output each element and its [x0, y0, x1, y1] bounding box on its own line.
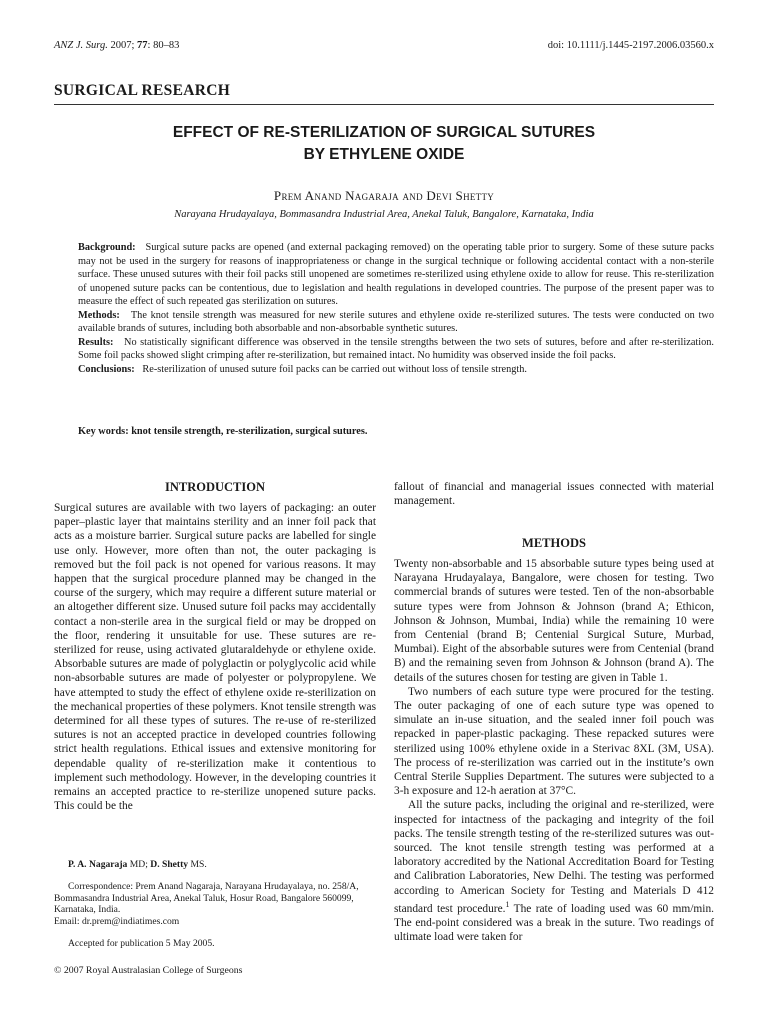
introduction-paragraph: Surgical sutures are available with two layers of packaging: an outer paper–plastic layer that maintains sterility and an inner foil pack that acts as a moisture barrier. Surgical suture packs are labelled for single use only. However, more often than not, the outer packaging is removed but the foil pack is not opened for various reasons. It may happen that the surgical procedure planned may be changed in the course of the surgery, which may require a different suture material or an altogether different size. Unused suture foil packs may accidentally contact a non-sterile area in the surgical field or may be dropped on the floor, rendering it unsuitable for use. These sutures are re-sterilized for reuse, using activated glutaraldehyde or ethylene oxide. Absorbable sutures are made of polyglactin or polyglycolic acid while non-absorbable sutures are made of polyester or polypropylene. We have attempted to study the effect of ethylene oxide re-sterilization on the mechanical properties of these polymers. Knot tensile strength was determined for all these types of sutures. The re-use of re-sterilized sutures is not an accepted practice in developed countries following strict health regulations. Ethical issues and extensive monitoring for dependable quality of re-sterilization make it contentious to implement such methodology. However, in the developing countries it remains an accepted practice to re-sterilize unopened suture packs. This could be the	[54, 502, 377, 813]
abstract-conclusions-text: Re-sterilization of unused suture foil packs can be carried out without loss of tensile strength.	[142, 363, 527, 375]
author-degrees	[54, 859, 376, 871]
accepted-date: Accepted for publication 5 May 2005.	[68, 937, 215, 949]
abstract-results	[78, 336, 714, 363]
article-title	[54, 122, 714, 166]
correspondence: Correspondence: Prem Anand Nagaraja, Narayana Hrudayalaya, no. 258/A, Bommasandra Industrial Area, Anekal Taluk, Hosur Road, Bangalore 560099, Karnataka, India.	[54, 880, 359, 916]
author-degree-1: MD;	[127, 859, 151, 870]
reference-marker: 1	[505, 899, 510, 909]
keywords: Key words: knot tensile strength, re-sterilization, surgical sutures.	[78, 426, 368, 437]
author-name-1: P. A. Nagaraja	[68, 859, 128, 870]
abstract-results-label: Results:	[78, 336, 114, 348]
journal-pages: : 80–83	[147, 40, 180, 51]
journal-volume: 77	[137, 40, 148, 51]
methods-paragraph-3	[394, 798, 714, 944]
abstract-background-text: Surgical suture packs are opened (and external packaging removed) on the operating table prior to surgery. Some of these suture packs may not be used in the surgery for reasons of inappropriateness or change in the surgical technique or following accidental contact with a non-sterile surface. These unused sutures with their foil packs still unopened are sometimes re-sterilized using ethylene oxide to allow for reuse. This re-sterilization of unopened suture packs can be contentious, due to legislation and health regulations in developed countries. The purpose of the present paper was to measure the effect of such repeated gas sterilization on sutures.	[78, 242, 714, 307]
introduction-text	[54, 501, 376, 813]
abstract-methods-text: The knot tensile strength was measured for new sterile sutures and ethylene oxide re-sterilized sutures. The tests were conducted on two available brands of sutures, including both absorbable and non-absorbable synthetic sutures.	[78, 309, 714, 334]
methods-text	[394, 557, 714, 944]
methods-heading: METHODS	[522, 536, 586, 550]
email: Email: dr.prem@indiatimes.com	[54, 916, 180, 928]
methods-paragraph-3-end: The rate of loading used was 60 mm/min. The end-point considered was a break in the suture. Two readings of ultimate load were taken for	[394, 902, 714, 944]
abstract-methods	[78, 309, 714, 336]
abstract	[78, 241, 714, 376]
methods-paragraph-3-text: All the suture packs, including the original and re-sterilized, were inspected for intactness of the packaging and integrity of the foil packs. The tensile strength testing of the re-sterilized sutures was out-sourced. The knot tensile strength testing was performed at a laboratory accredited by the National Accreditation Board for Testing and Calibration Laboratories, New Delhi. The testing was performed according to American Society for Testing and Materials D 412 standard test procedure.	[394, 799, 714, 915]
title-line-2: BY ETHYLENE OXIDE	[303, 146, 465, 163]
abstract-background	[78, 241, 714, 309]
copyright-notice: © 2007 Royal Australasian College of Surgeons	[54, 965, 243, 976]
methods-paragraph-2: Two numbers of each suture type were procured for the testing. The outer packaging of one of each suture type was opened to simulate an in-use situation, and the sealed inner foil pouch was repacked in paper-plastic packaging. These repacked sutures were sterilized using 100% ethylene oxide in a Sterivac 8XL (3M, USA). The process of re-sterilization was carried out in the institute’s own Central Sterile Supplies Department. The sutures were subjected to a 3-h exposure and 12-h aeration at 37°C.	[394, 685, 714, 798]
abstract-results-text: No statistically significant difference was observed in the tensile strengths between the two sets of sutures, before and after re-sterilization. Some foil packs showed slight crimping after re-sterilization, but remained intact. No humidity was observed inside the foil packs.	[78, 336, 714, 361]
journal-year: 2007;	[107, 40, 138, 51]
author-degree-2: MS.	[188, 859, 207, 870]
header-rule	[54, 104, 714, 105]
author-affiliation: Narayana Hrudayalaya, Bommasandra Industrial Area, Anekal Taluk, Bangalore, Karnataka, India	[174, 209, 594, 220]
doi-text: doi: 10.1111/j.1445-2197.2006.03560.x	[547, 40, 714, 51]
footnotes	[54, 859, 376, 950]
author-name-2: D. Shetty	[150, 859, 189, 870]
title-line-1: EFFECT OF RE-STERILIZATION OF SURGICAL SUTURES	[172, 124, 596, 141]
methods-paragraph-1: Twenty non-absorbable and 15 absorbable suture types being used at Narayana Hrudayalaya, Bangalore, were chosen for testing. Two commercial brands of sutures were tested. Ten of the non-absorbable suture types were from Johnson & Johnson (brand A; Ethicon, Johnson & Johnson, Mumbai, India) while the remaining 10 were from Centenial (brand B; Centenial Surgical Suture, Murbad, Mumbai). Eight of the absorbable sutures were from Centenial (brand B) and the remaining seven from Johnson & Johnson (brand A). The details of the sutures chosen for testing are given in Table 1.	[394, 558, 714, 684]
abstract-conclusions-label: Conclusions:	[78, 363, 135, 375]
section-label: SURGICAL RESEARCH	[54, 82, 231, 99]
journal-name: ANZ J. Surg.	[54, 40, 108, 51]
running-header-citation	[54, 40, 179, 51]
introduction-continued	[394, 480, 714, 508]
abstract-background-label: Background:	[78, 242, 136, 253]
abstract-methods-label: Methods:	[78, 309, 120, 321]
abstract-conclusions	[78, 363, 714, 377]
introduction-continued-paragraph: fallout of financial and managerial issues connected with material management.	[394, 481, 714, 508]
author-list: Prem Anand Nagaraja and Devi Shetty	[273, 188, 495, 203]
introduction-heading: INTRODUCTION	[164, 480, 265, 494]
